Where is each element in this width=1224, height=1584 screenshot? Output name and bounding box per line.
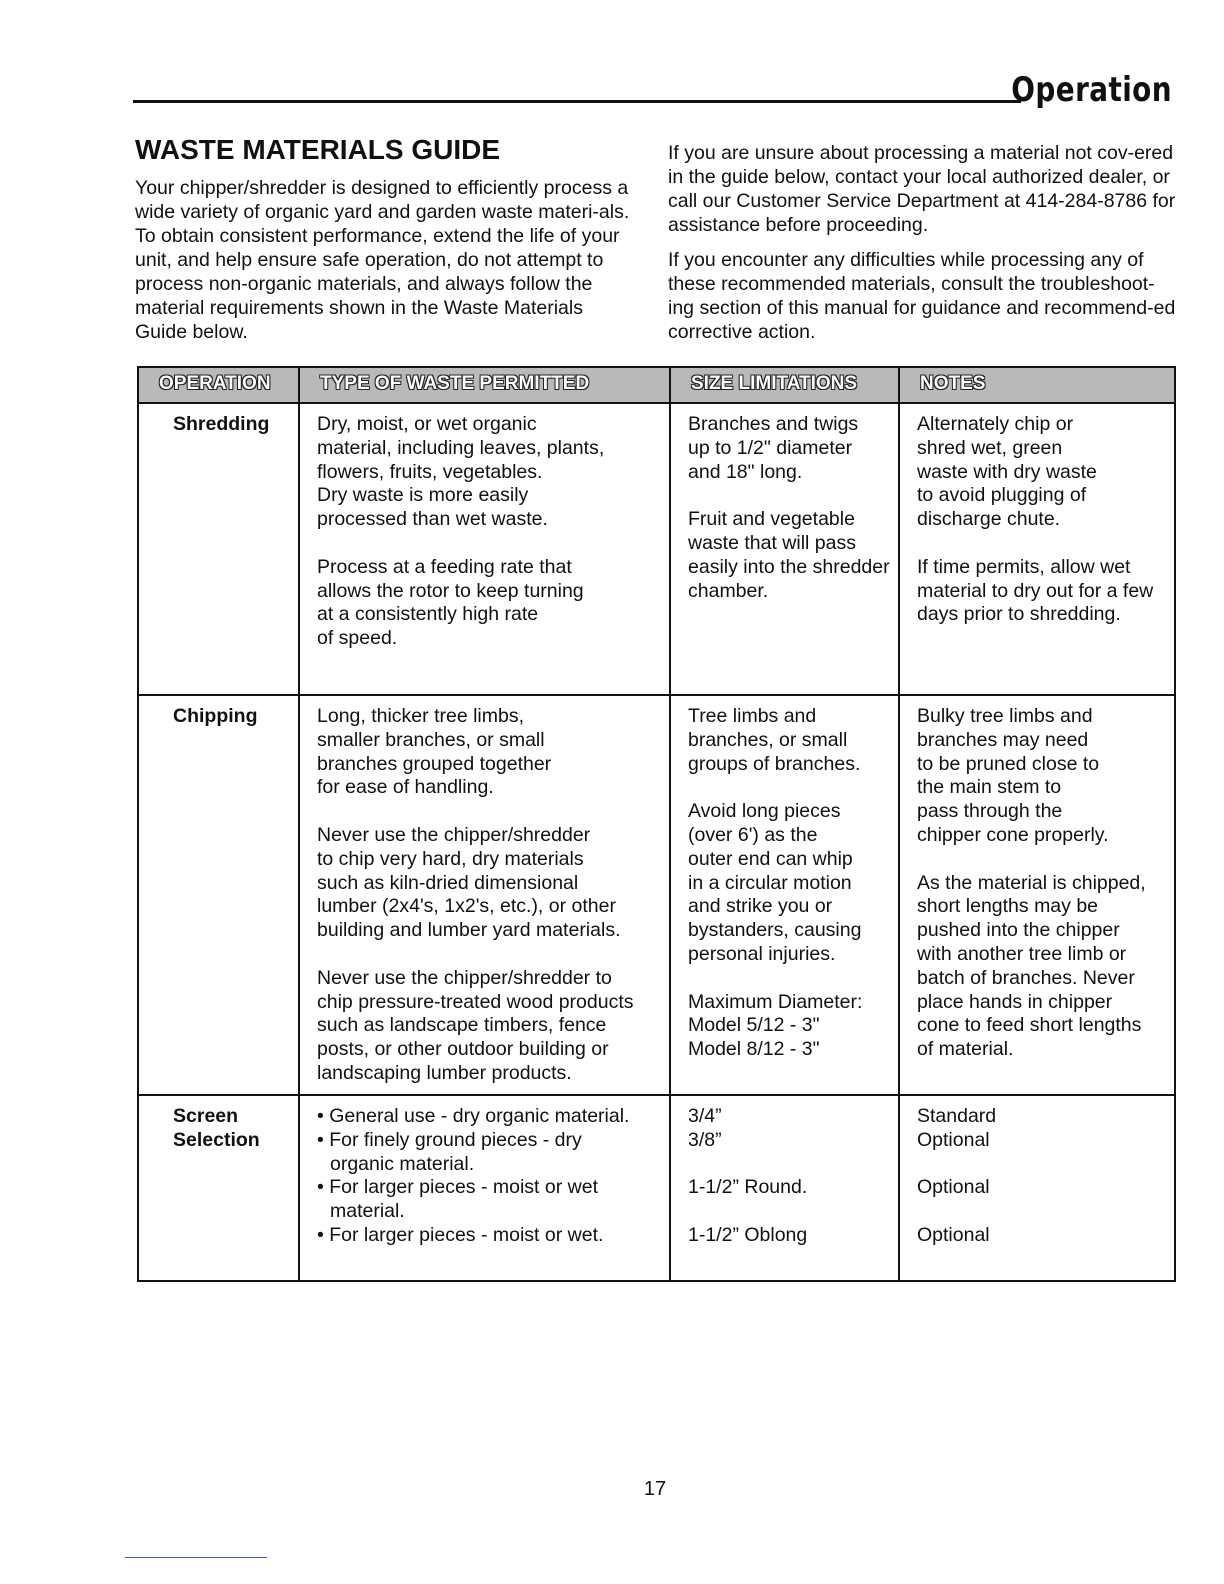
table-row-chipping — [138, 695, 1175, 1095]
type-text: Long, thicker tree limbs, smaller branches, or small branches grouped together for ease of handling. — [317, 705, 552, 799]
header-notes: NOTES — [899, 367, 1175, 403]
operation-label: Screen Selection — [173, 1105, 260, 1151]
notes-cell — [899, 403, 1175, 695]
intro-paragraph: Your chipper/shredder is designed to efficiently process a wide variety of organic yard and garden waste materi-als. To obtain consistent performance, extend the life of your unit, and help ensure safe operation, do not attempt to process non-organic materials, and always follow the material requirements shown in the Waste Materials Guide below. — [135, 177, 630, 343]
table-header-row — [138, 367, 1175, 403]
guide-title: WASTE MATERIALS GUIDE — [135, 134, 501, 165]
troubleshooting-paragraph: If you encounter any difficulties while processing any of these recommended materials, consult the troubleshoot-ing section of this manual for guidance and recommend-ed corrective action. — [668, 249, 1176, 343]
size-text: 1-1/2” Oblong — [688, 1223, 808, 1246]
notes-text: Optional — [917, 1176, 990, 1199]
footer-rule — [125, 1557, 267, 1558]
type-cell — [299, 695, 670, 1095]
notes-text: Bulky tree limbs and branches may need to be pruned close to the main stem to pass through the chipper cone properly. — [917, 705, 1109, 846]
operation-label: Shredding — [173, 413, 270, 435]
size-text: Tree limbs and branches, or small groups of branches. — [688, 705, 861, 775]
header-rule — [133, 100, 1021, 103]
notes-cell — [899, 695, 1175, 1095]
operation-label: Chipping — [173, 705, 258, 727]
size-text: Avoid long pieces (over 6') as the outer end can whip in a circular motion and strike you or bystanders, causing personal injuries. — [688, 800, 862, 965]
type-bullet: • For larger pieces - moist or wet material. — [317, 1176, 598, 1223]
page-number: 17 — [643, 1478, 667, 1500]
size-cell — [670, 1095, 899, 1281]
notes-cell — [899, 1095, 1175, 1281]
size-text: Maximum Diameter: Model 5/12 - 3" Model 8/12 - 3" — [688, 990, 863, 1061]
notes-text: If time permits, allow wet material to dry out for a few days prior to shredding. — [917, 555, 1154, 626]
size-text: Branches and twigs up to 1/2" diameter and 18" long. — [688, 413, 859, 483]
section-title: Operation — [1011, 70, 1172, 110]
type-cell — [299, 403, 670, 695]
size-cell — [670, 695, 899, 1095]
header-operation: OPERATION — [138, 367, 299, 403]
notes-text: Alternately chip or shred wet, green waste with dry waste to avoid plugging of discharge chute. — [917, 413, 1097, 531]
size-text: 3/8” — [688, 1128, 722, 1151]
notes-text: Optional — [917, 1128, 990, 1151]
size-cell — [670, 403, 899, 695]
type-bullet: • For larger pieces - moist or wet. — [317, 1223, 604, 1246]
intro-left-column — [135, 176, 640, 344]
type-cell — [299, 1095, 670, 1281]
size-text: 3/4” — [688, 1105, 722, 1127]
support-paragraph: If you are unsure about processing a material not cov-ered in the guide below, contact your local authorized dealer, or call our Customer Service Department at 414-284-8786 for assistance before proceeding. — [668, 142, 1176, 236]
size-text: Fruit and vegetable waste that will pass easily into the shredder chamber. — [688, 508, 890, 602]
operation-cell — [138, 695, 299, 1095]
table-row-shredding — [138, 403, 1175, 695]
type-text: Process at a feeding rate that allows the rotor to keep turning at a consistently high rate of speed. — [317, 555, 584, 650]
operation-cell — [138, 1095, 299, 1281]
type-text: Never use the chipper/shredder to chip very hard, dry materials such as kiln-dried dimensional lumber (2x4's, 1x2's, etc.), or other building and lumber yard materials. — [317, 823, 621, 942]
header-size-limitations: SIZE LIMITATIONS — [670, 367, 899, 403]
notes-text: As the material is chipped, short lengths may be pushed into the chipper with another tree limb or batch of branches. Never place hands in chipper cone to feed short lengths of material. — [917, 871, 1146, 1061]
notes-text: Optional — [917, 1223, 990, 1246]
size-text: 1-1/2” Round. — [688, 1176, 808, 1199]
type-text: Dry, moist, or wet organic material, including leaves, plants, flowers, fruits, vegetables. Dry waste is more easily processed than wet waste. — [317, 413, 605, 531]
table-row-screen-selection — [138, 1095, 1175, 1281]
header-type-of-waste: TYPE OF WASTE PERMITTED — [299, 367, 670, 403]
notes-text: Standard — [917, 1105, 997, 1127]
type-bullet: • For finely ground pieces - dry organic material. — [317, 1128, 582, 1175]
operation-cell — [138, 403, 299, 695]
intro-right-column — [668, 141, 1178, 355]
waste-materials-table — [137, 366, 1176, 1282]
type-text: Never use the chipper/shredder to chip pressure-treated wood products such as landscape timbers, fence posts, or other outdoor building or landscaping lumber products. — [317, 966, 634, 1084]
type-bullet: • General use - dry organic material. — [317, 1105, 630, 1127]
